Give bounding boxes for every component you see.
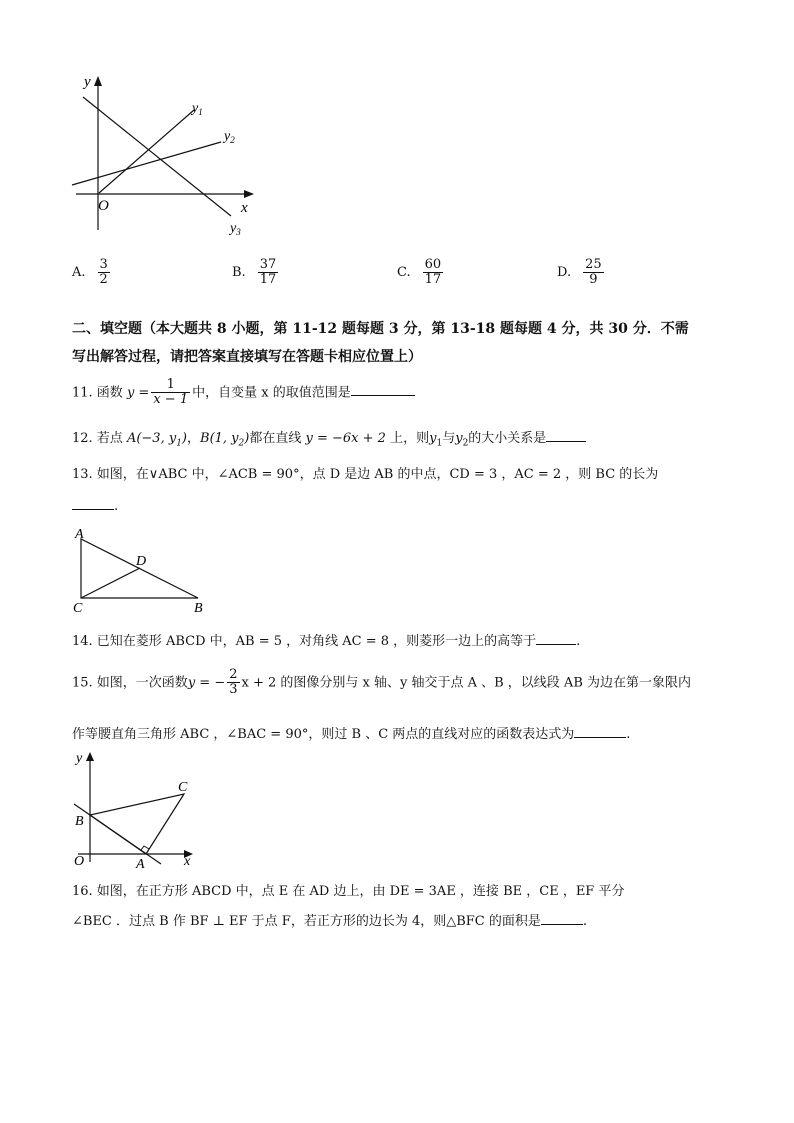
question-16-line2: ∠BEC ．过点 B 作 BF ⊥ EF 于点 F，若正方形的边长为 4，则△BFC 的面积是 . <box>72 914 588 929</box>
option-c-label: C. <box>397 265 411 281</box>
fig3-y-label: y <box>76 751 83 766</box>
figure2-label-a: A <box>75 527 84 542</box>
fig3-y-axis-arrow <box>86 752 94 761</box>
line-y1-label: $y_1$ <box>192 101 203 117</box>
q14-answer-blank[interactable] <box>536 632 576 645</box>
q16-answer-blank[interactable] <box>541 912 583 925</box>
option-b[interactable] <box>232 258 280 288</box>
fig3-label-c: C <box>178 780 188 795</box>
y-axis-arrow <box>94 76 102 86</box>
fig3-right-angle-mark <box>141 846 149 850</box>
fig3-triangle-abc <box>90 794 184 854</box>
figure2-label-d: D <box>136 554 147 569</box>
figure1-x-label: x <box>241 200 248 216</box>
figure2-label-b: B <box>194 601 203 616</box>
figure1-y-label: y <box>84 74 91 90</box>
line-y2-label: $y_2$ <box>224 129 235 145</box>
q11-answer-blank[interactable] <box>351 383 415 396</box>
option-c-fraction: $\frac{60}{17}$ <box>424 257 442 288</box>
question-15-line1: 15. 如图，一次函数y = − $\frac{2}{3}$ x + 2 的图像分别与 x 轴、y 轴交于点 A 、B ，以线段 AB 为边在第一象限内 <box>72 667 692 698</box>
question-11: 11. 函数 y = $\frac{1}{x - 1}$ 中，自变量 x 的取值范围是 <box>72 378 415 408</box>
question-14: 14. 已知在菱形 ABCD 中，AB = 5 ，对角线 AC = 8 ，则菱形一边上的高等于 . <box>72 634 581 649</box>
question-13-line2: . <box>72 497 118 514</box>
figure-three-lines-graph <box>66 70 286 240</box>
fig3-label-a: A <box>136 857 145 871</box>
line-y3-label: $y_3$ <box>230 221 241 237</box>
option-b-label: B. <box>232 265 246 281</box>
figure-triangle-acb <box>70 526 220 618</box>
fig3-x-label: x <box>184 854 191 869</box>
option-a[interactable] <box>72 258 112 288</box>
q15-answer-blank[interactable] <box>574 725 626 738</box>
figure1-origin-label: O <box>98 198 109 214</box>
option-d-label: D. <box>557 265 572 281</box>
option-d-fraction: $\frac{25}{9}$ <box>585 257 602 288</box>
option-b-fraction: $\frac{37}{17}$ <box>259 257 277 288</box>
fig3-label-b: B <box>75 814 84 829</box>
question-13-line1: 13. 如图，在∨ABC 中，∠ACB = 90°，点 D 是边 AB 的中点，CD = 3 ，AC = 2 ，则 BC 的长为 <box>72 467 659 482</box>
q12-answer-blank[interactable] <box>546 429 586 442</box>
segment-cd <box>81 568 140 598</box>
line-y1 <box>99 110 194 193</box>
figure-line-and-triangle <box>66 746 206 871</box>
option-d[interactable] <box>557 258 606 288</box>
option-a-fraction: $\frac{3}{2}$ <box>99 257 108 288</box>
section2-heading-line2: 写出解答过程，请把答案直接填写在答题卡相应位置上） <box>72 349 422 365</box>
option-a-label: A. <box>72 265 86 281</box>
question-12: 12. 若点 A(−3, $y_1$)，B(1, $y_2$)都在直线 y = −6x + 2 上，则$y_1$与$y_2$的大小关系是 <box>72 427 586 449</box>
fig3-origin-label: O <box>74 854 85 869</box>
figure2-label-c: C <box>73 601 83 616</box>
q13-answer-blank[interactable] <box>72 497 114 510</box>
section2-heading-line1: 二、填空题（本大题共 8 小题，第 11-12 题每题 3 分，第 13-18 题每题 4 分，共 30 分．不需 <box>72 321 689 337</box>
option-c[interactable] <box>397 258 445 288</box>
question-16-line1: 16. 如图，在正方形 ABCD 中，点 E 在 AD 边上，由 DE = 3AE ，连接 BE ，CE ，EF 平分 <box>72 884 625 899</box>
x-axis-arrow <box>244 190 254 198</box>
question-15-line2: 作等腰直角三角形 ABC ，∠BAC = 90°，则过 B 、C 两点的直线对应的函数表达式为 . <box>72 727 631 742</box>
